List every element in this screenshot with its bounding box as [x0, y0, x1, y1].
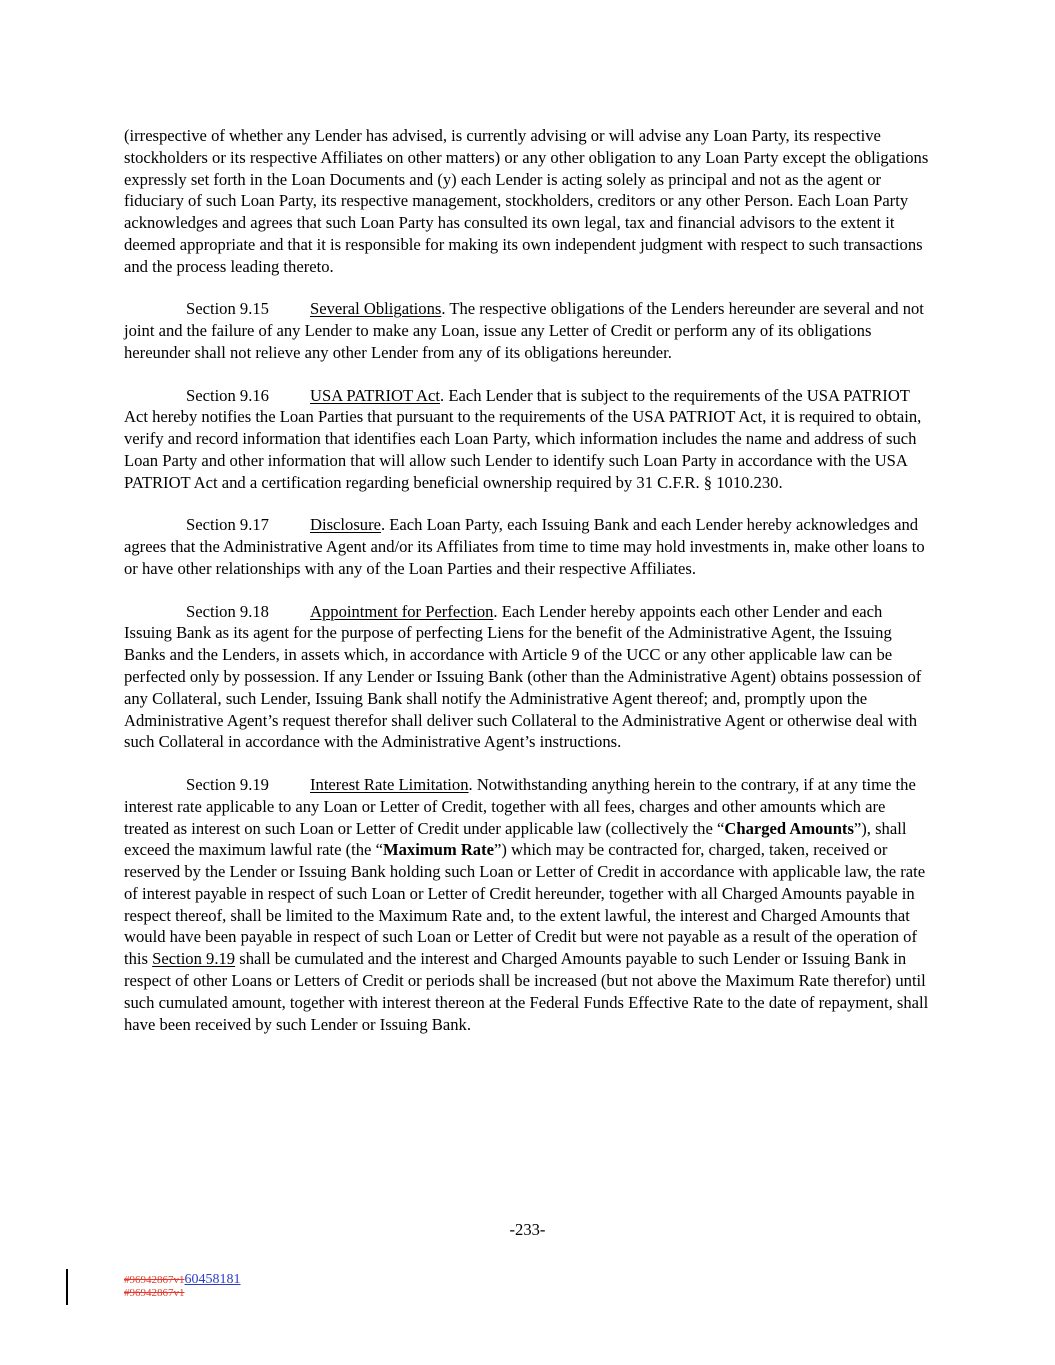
- section-title: USA PATRIOT Act: [310, 385, 441, 405]
- section-9-17: [124, 514, 934, 579]
- section-number: Section 9.19: [186, 774, 269, 794]
- continuation-paragraph: (irrespective of whether any Lender has advised, is currently advising or will advise any Loan Party, its respective stockholders or its respective Affiliates on other matters) or any other obligation to any Loan Party except the obligations expressly set forth in the Loan Documents and (y) each Lender is acting solely as principal and not as the agent or fiduciary of such Loan Party, its respective management, stockholders, creditors or any other Person. Each Loan Party acknowledges and agrees that such Loan Party has consulted its own legal, tax and financial advisors to the extent it deemed appropriate and that it is responsible for making its own independent judgment with respect to such transactions and the process leading thereto.: [124, 126, 929, 276]
- section-9-15: [124, 298, 934, 363]
- section-body: . Each Lender that is subject to the requirements of the USA PATRIOT Act hereby notifies the Loan Parties that pursuant to the requirements of the USA PATRIOT Act, it is required to obtain, verify and record information that identifies each Loan Party, which information includes the name and address of such Loan Party and other information that will allow such Lender to identify such Loan Party in accordance with the USA PATRIOT Act and a certification regarding beneficial ownership required by 31 C.F.R. § 1010.230.: [124, 385, 922, 492]
- defined-term-charged-amounts: Charged Amounts: [724, 818, 854, 838]
- change-bar: [66, 1269, 68, 1305]
- inserted-doc-id: 60458181: [184, 1272, 241, 1287]
- section-title: Interest Rate Limitation: [310, 774, 469, 794]
- section-body: . Each Lender hereby appoints each other Lender and each Issuing Bank as its agent for the purpose of perfecting Liens for the benefit of the Administrative Agent, the Issuing Banks and the Lenders, in assets which, in accordance with Article 9 of the UCC or any other applicable law can be perfected only by possession. If any Lender or Issuing Bank (other than the Administrative Agent) obtains possession of any Collateral, such Lender, Issuing Bank shall notify the Administrative Agent thereof; and, promptly upon the Administrative Agent’s request therefor shall deliver such Collateral to the Administrative Agent or otherwise deal with such Collateral in accordance with the Administrative Agent’s instructions.: [124, 601, 922, 752]
- section-body: . Each Loan Party, each Issuing Bank and each Lender hereby acknowledges and agrees that the Administrative Agent and/or its Affiliates from time to time may hold investments in, make other loans to or have other relationships with any of the Loan Parties and their respective Affiliates.: [124, 515, 925, 578]
- section-body-part4: shall be cumulated and the interest and Charged Amounts payable to such Lender or Issuing Bank in respect of other Loans or Letters of Credit or periods shall be increased (but not above the Maximum Rate therefor) until such cumulated amount, together with interest thereon at the Federal Funds Effective Rate to the date of repayment, shall have been received by such Lender or Issuing Bank.: [124, 949, 929, 1034]
- section-9-16: [124, 385, 934, 494]
- section-number: Section 9.18: [186, 601, 269, 621]
- section-body: . The respective obligations of the Lenders hereunder are several and not joint and the failure of any Lender to make any Loan, issue any Letter of Credit or perform any of its obligations hereunder shall not relieve any other Lender from any of its obligations hereunder.: [124, 299, 924, 362]
- section-number: Section 9.17: [186, 515, 269, 535]
- section-body-part2: ”), shall exceed the maximum lawful rate (the “: [124, 818, 907, 860]
- section-body-part3: ”) which may be contracted for, charged, taken, received or reserved by the Lender or Issuing Bank holding such Loan or Letter of Credit in accordance with applicable law, the rate of interest payable in respect of such Loan or Letter of Credit hereunder, together with all Charged Amounts payable in respect thereof, shall be limited to the Maximum Rate and, to the extent lawful, the interest and Charged Amounts that would have been payable in respect of such Loan or Letter of Credit but were not payable as a result of the operation of this: [124, 840, 926, 969]
- section-title: Disclosure: [310, 515, 381, 535]
- cross-reference-link[interactable]: Section 9.19: [152, 949, 236, 969]
- section-body-part1: . Notwithstanding anything herein to the contrary, if at any time the interest rate applicable to any Loan or Letter of Credit, together with all fees, charges and other amounts which are treated as interest on such Loan or Letter of Credit under applicable law (collectively the “: [124, 774, 916, 838]
- section-number: Section 9.15: [186, 299, 269, 319]
- section-9-18: [124, 601, 934, 754]
- page-number: -233-: [509, 1220, 546, 1239]
- section-9-19: [124, 774, 934, 1036]
- deleted-doc-id-line2: #96942867v1: [124, 1287, 185, 1299]
- deleted-doc-id: #96942867v1: [124, 1274, 185, 1286]
- document-body: [124, 125, 934, 1056]
- section-title: Appointment for Perfection: [310, 601, 494, 621]
- section-title: Several Obligations: [310, 299, 442, 319]
- doc-id-line1: [124, 1273, 241, 1287]
- defined-term-maximum-rate: Maximum Rate: [382, 840, 494, 860]
- section-number: Section 9.16: [186, 385, 269, 405]
- footer-doc-id: [124, 1273, 241, 1300]
